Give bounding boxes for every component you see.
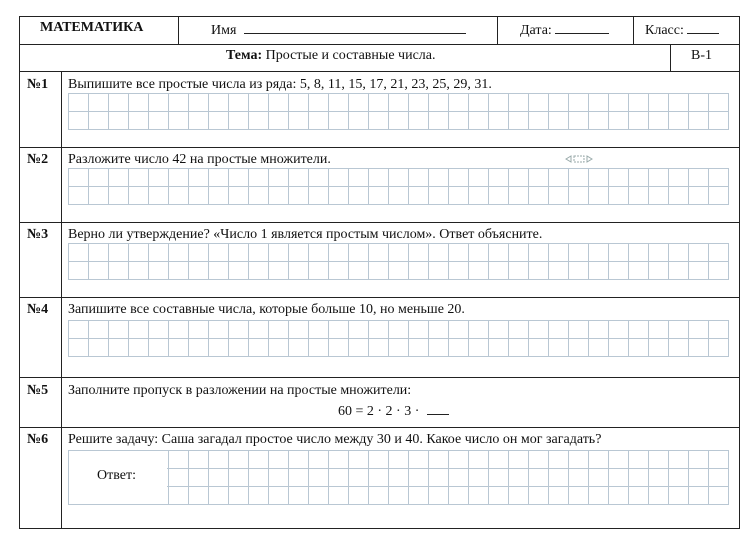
expression: 60 = 2 · 2 · 3 · bbox=[338, 404, 420, 419]
task-number-3: №3 bbox=[27, 227, 49, 242]
topic-label: Тема: bbox=[226, 48, 263, 63]
variant-divider bbox=[670, 44, 671, 72]
header-divider bbox=[19, 44, 740, 45]
task-number-4: №4 bbox=[27, 302, 49, 317]
answer-grid-2[interactable] bbox=[68, 168, 729, 205]
answer-grid-6[interactable] bbox=[68, 450, 729, 505]
missing-factor-blank[interactable] bbox=[427, 401, 449, 415]
variant-label: В-1 bbox=[691, 48, 712, 63]
header-col-divider-3 bbox=[633, 16, 634, 45]
task-text-6: Решите задачу: Саша загадал простое число между 30 и 40. Какое число он мог загадать? bbox=[68, 432, 602, 447]
table-border-bottom bbox=[19, 528, 740, 529]
task-number-2: №2 bbox=[27, 152, 49, 167]
number-column-divider bbox=[61, 71, 62, 529]
expression-line bbox=[338, 401, 449, 420]
header-col-divider-2 bbox=[497, 16, 498, 45]
task-number-6: №6 bbox=[27, 432, 49, 447]
task-text-5: Заполните пропуск в разложении на простые множители: bbox=[68, 383, 412, 398]
header-col-divider-1 bbox=[178, 16, 179, 45]
topic-text: Простые и составные числа. bbox=[265, 48, 436, 63]
task-text-4: Запишите все составные числа, которые больше 10, но меньше 20. bbox=[68, 302, 465, 317]
answer-grid-1[interactable] bbox=[68, 93, 729, 130]
topic-line bbox=[226, 48, 435, 64]
task-number-1: №1 bbox=[27, 77, 49, 92]
date-blank bbox=[555, 20, 609, 34]
row-divider-3 bbox=[19, 297, 740, 298]
table-border-right bbox=[739, 16, 740, 529]
name-label: Имя bbox=[211, 23, 237, 38]
row-divider-2 bbox=[19, 222, 740, 223]
class-label: Класс: bbox=[645, 23, 684, 38]
subject-title: МАТЕМАТИКА bbox=[40, 20, 144, 35]
topic-divider bbox=[19, 71, 740, 72]
task-text-1: Выпишите все простые числа из ряда: 5, 8, 11, 15, 17, 21, 23, 25, 29, 31. bbox=[68, 77, 492, 92]
name-field bbox=[211, 20, 466, 39]
name-blank bbox=[244, 20, 466, 34]
row-divider-5 bbox=[19, 427, 740, 428]
date-label: Дата: bbox=[520, 23, 552, 38]
class-field bbox=[645, 20, 719, 39]
table-border-left bbox=[19, 16, 20, 529]
row-divider-1 bbox=[19, 147, 740, 148]
class-blank bbox=[687, 20, 719, 34]
date-field bbox=[520, 20, 609, 39]
task-number-5: №5 bbox=[27, 383, 49, 398]
table-border-top bbox=[19, 16, 740, 17]
task-text-2: Разложите число 42 на простые множители. bbox=[68, 152, 331, 167]
answer-label: Ответ: bbox=[97, 468, 136, 483]
answer-grid-3[interactable] bbox=[68, 243, 729, 280]
answer-grid-4[interactable] bbox=[68, 320, 729, 357]
resize-handle-icon bbox=[565, 154, 593, 164]
task-text-3: Верно ли утверждение? «Число 1 является простым числом». Ответ объясните. bbox=[68, 227, 543, 242]
row-divider-4 bbox=[19, 377, 740, 378]
